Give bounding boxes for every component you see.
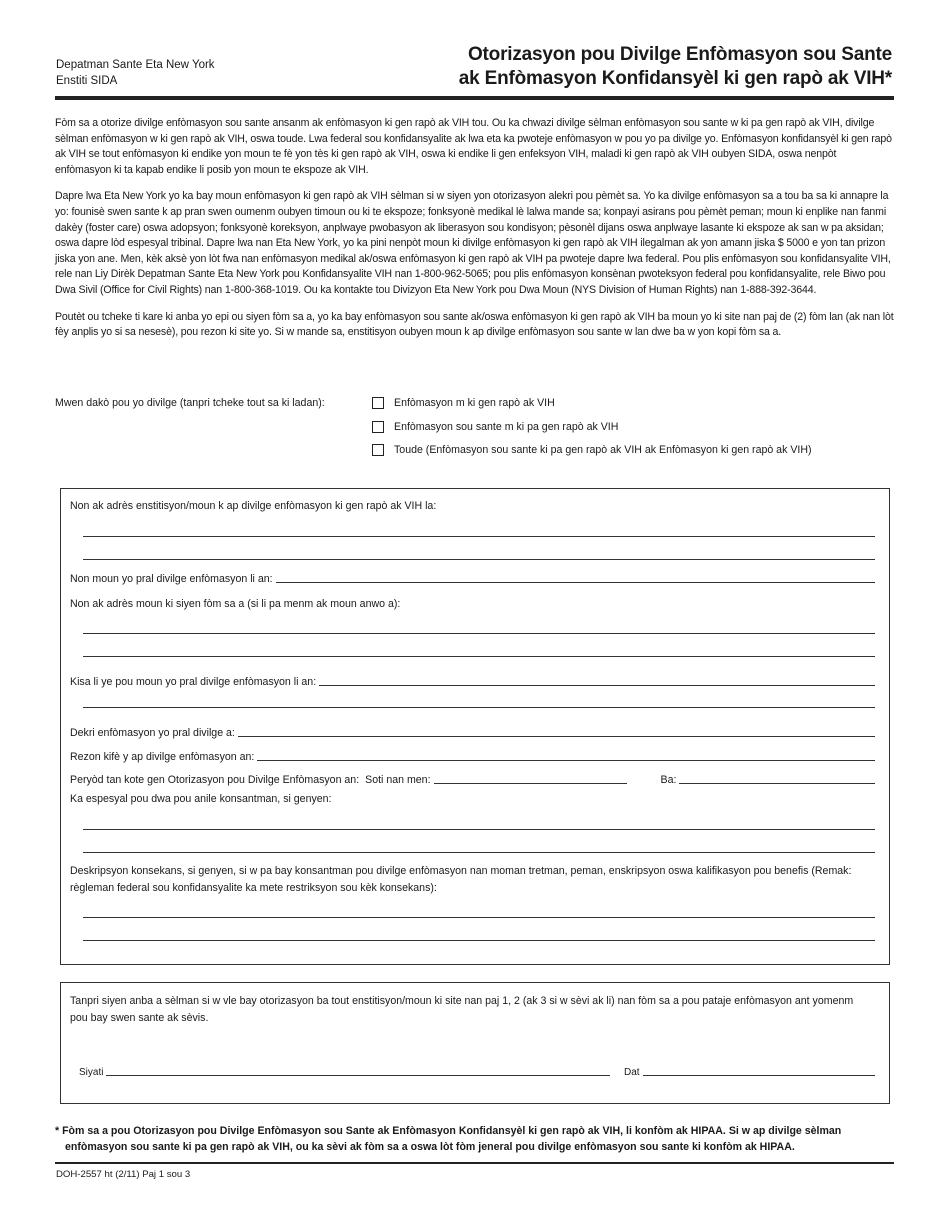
consequences-line-2[interactable] [83, 940, 875, 941]
checkbox-label-hiv: Enfòmasyon m ki gen rapò ak VIH [394, 397, 555, 409]
footer-rule [55, 1162, 894, 1164]
checkbox-row-both[interactable] [372, 442, 812, 458]
reason-label: Rezon kifè y ap divilge enfòmasyon an: [70, 751, 255, 763]
from-label: Soti nan men: [365, 774, 431, 786]
recipient-name-field[interactable] [70, 569, 875, 585]
checkbox-hiv-info[interactable] [372, 397, 384, 409]
consequences-line-1[interactable] [83, 917, 875, 918]
reason-line[interactable] [257, 760, 875, 761]
signer-name-line-2[interactable] [83, 656, 875, 657]
signature-field[interactable] [79, 1064, 610, 1078]
header-rule [55, 96, 894, 100]
info-description-line[interactable] [238, 736, 875, 737]
footnote-line-1: * Fòm sa a pou Otorizasyon pou Divilge Enfòmasyon sou Sante ak Enfòmasyon Konfidansyèl ki gen rapò ak VIH, li konfòm ak HIPAA. Si w ap divilge sèlman [55, 1125, 842, 1137]
facility-name-line-1[interactable] [83, 536, 875, 537]
from-line[interactable] [434, 783, 627, 784]
date-line[interactable] [643, 1075, 875, 1076]
title-line-1: Otorizasyon pou Divilge Enfòmasyon sou Sante [467, 44, 892, 65]
intro-paragraph-2: Dapre lwa Eta New York yo ka bay moun enfòmasyon ki gen rapò ak VIH sèlman si w siyen yon otorizasyon alekri pou pèmèt sa. Yo ka divilge enfòmasyon sa a tou ba sa ki annapre la yo: founisè swen sante k ap pran swen oumenm oubyen timoun ou ki te ekspoze; fonksyonè medikal lè lalwa mande sa; konpayi asirans pou pèmèt peman; moun ki enplike nan fanmi dakèy (foster care) oswa adopsyon; fonksyonè koreksyon, anplwaye pwobasyon ak liberasyon sou kondisyon; pèsonèl dijans oswa anplwaye lasante ki ekspoze ak san w pa aksidan; oswa dapre lòd espesyal tribinal. Dapre lwa nan Eta New York, yo ka pini nenpòt moun ki divilge enfòmasyon ki gen rapò ak VIH ilegalman ak yon amann jiska $ 5000 e yon tan prizon jiska yon ane. Men, kèk aksè yon lòt fwa nan enfòmasyon medikal ak/oswa enfòmasyon ki gen rapò ak VIH pa pwoteje dapre lwa federal. Pou plis enfòmasyon sou konfidansyalite VIH, rele nan Liy Dirèk Depatman Sante Eta New York pou Konfidansyalite VIH nan 1-800-962-5065; pou plis enfòmasyon konsènan pwoteksyon federal pou konfidansyalite, rele Biwo pou Dwa Sivil (Office for Civil Rights) nan 1-800-368-1019. Ou ka kontakte tou Divizyon Eta New York pou Dwa Moun (NYS Division of Human Rights) nan 1-888-392-3644. [55, 190, 891, 296]
signature-line[interactable] [106, 1075, 610, 1076]
signature-instruction: Tanpri siyen anba a sèlman si w vle bay otorizasyon ba tout enstitisyon/moun ki site nan paj 1, 2 (ak 3 si w sèvi ak li) nan fòm sa a pou pataje enfòmasyon ant yomenm pou bay swen sante ak sèvis. [70, 995, 854, 1024]
recipient-role-field[interactable] [70, 672, 875, 688]
recipient-role-line-2[interactable] [83, 707, 875, 708]
hipaa-footnote [55, 1124, 875, 1155]
agency-line-2: Enstiti SIDA [56, 75, 118, 87]
title-line-2: ak Enfòmasyon Konfidansyèl ki gen rapò ak VIH* [458, 68, 892, 89]
checkbox-row-hiv[interactable] [372, 395, 555, 411]
recipient-role-label: Kisa li ye pou moun yo pral divilge enfòmasyon li an: [70, 676, 317, 688]
form-code: DOH-2557 ht (2/11) Paj 1 sou 3 [56, 1169, 191, 1180]
reason-field[interactable] [70, 747, 875, 763]
revocation-label: Ka espesyal pou dwa pou anile konsantman, si genyen: [70, 793, 332, 805]
facility-name-line-2[interactable] [83, 559, 875, 560]
info-description-label: Dekri enfòmasyon yo pral divilge a: [70, 727, 235, 739]
checkbox-label-both: Toude (Enfòmasyon sou sante ki pa gen rapò ak VIH ak Enfòmasyon ki gen rapò ak VIH) [394, 444, 812, 456]
period-label: Peryòd tan kote gen Otorizasyon pou Divilge Enfòmasyon an: [70, 774, 360, 786]
revocation-line-1[interactable] [83, 829, 875, 830]
intro-text [55, 116, 895, 352]
signer-name-label: Non ak adrès moun ki siyen fòm sa a (si li pa menm ak moun anwo a): [70, 598, 401, 610]
consequences-label: Deskripsyon konsekans, si genyen, si w pa bay konsantman pou divilge enfòmasyon nan moman tretman, peman, enskripsyon oswa kalifikasyon pou benefis (Remak: règleman federal sou konfidansyalite ka mete restriksyon sou kèk konsekans): [70, 865, 852, 894]
info-description-field[interactable] [70, 723, 875, 739]
intro-paragraph-1: Fòm sa a otorize divilge enfòmasyon sou sante ansanm ak enfòmasyon ki gen rapò ak VIH tou. Ou ka chwazi divilge sèlman enfòmasyon sou sante w ki pa gen rapò ak VIH, divilge sèlman enfòmasyon w ki gen rapò ak VIH, oswa toude. Lwa federal sou konfidansyalite ak lwa eta ka pwoteje enfòmasyon w pou yo pa divilge yo. Enfòmasyon konfidansyèl ki gen rapò ak VIH se tout enfòmasyon ki endike yon moun te fè yon tès ki gen rapò ak VIH, oswa ki endike li gen enfeksyon VIH, maladi ki gen rapò ak VIH oubyen SIDA, oswa nenpòt enfòmasyon ki ta kapab endike li posib yon moun te ekspoze ak VIH. [55, 117, 892, 176]
consent-prompt: Mwen dakò pou yo divilge (tanpri tcheke tout sa ki ladan): [55, 397, 325, 409]
period-field [70, 770, 875, 786]
signature-label: Siyati [79, 1067, 104, 1078]
page-title [459, 43, 892, 91]
checkbox-row-non-hiv[interactable] [372, 419, 618, 435]
date-label: Dat [624, 1067, 640, 1078]
agency-name [56, 57, 215, 89]
agency-line-1: Depatman Sante Eta New York [56, 59, 215, 71]
signer-name-line-1[interactable] [83, 633, 875, 634]
revocation-line-2[interactable] [83, 852, 875, 853]
recipient-name-line[interactable] [276, 582, 875, 583]
checkbox-non-hiv-info[interactable] [372, 421, 384, 433]
recipient-name-label: Non moun yo pral divilge enfòmasyon li an: [70, 573, 273, 585]
to-label: Ba: [660, 774, 677, 786]
to-line[interactable] [679, 783, 875, 784]
intro-paragraph-3: Poutèt ou tcheke ti kare ki anba yo epi ou siyen fòm sa a, yo ka bay enfòmasyon sou sante ak/oswa enfòmasyon ki gen rapò ak VIH ba moun yo ki site nan paj de (2) fòm lan (ak nan lòt fèy anplis yo si sa nesesè), pou rezon ki site yo. Si w mande sa, enstitisyon oubyen moun k ap divilge enfòmasyon sou sante w lan dwe ba w yon kopi fòm sa a. [55, 310, 894, 339]
recipient-role-line[interactable] [319, 685, 875, 686]
checkbox-label-non-hiv: Enfòmasyon sou sante m ki pa gen rapò ak VIH [394, 421, 619, 433]
facility-name-label: Non ak adrès enstitisyon/moun k ap divilge enfòmasyon ki gen rapò ak VIH la: [70, 500, 437, 512]
date-field[interactable] [624, 1064, 875, 1078]
checkbox-both[interactable] [372, 444, 384, 456]
footnote-line-2: enfòmasyon sou sante ki pa gen rapò ak VIH, ou ka sèvi ak fòm sa a oswa lòt fòm jeneral pou divilge enfòmasyon sou sante ki konfòm ak HIPAA. [65, 1140, 795, 1153]
